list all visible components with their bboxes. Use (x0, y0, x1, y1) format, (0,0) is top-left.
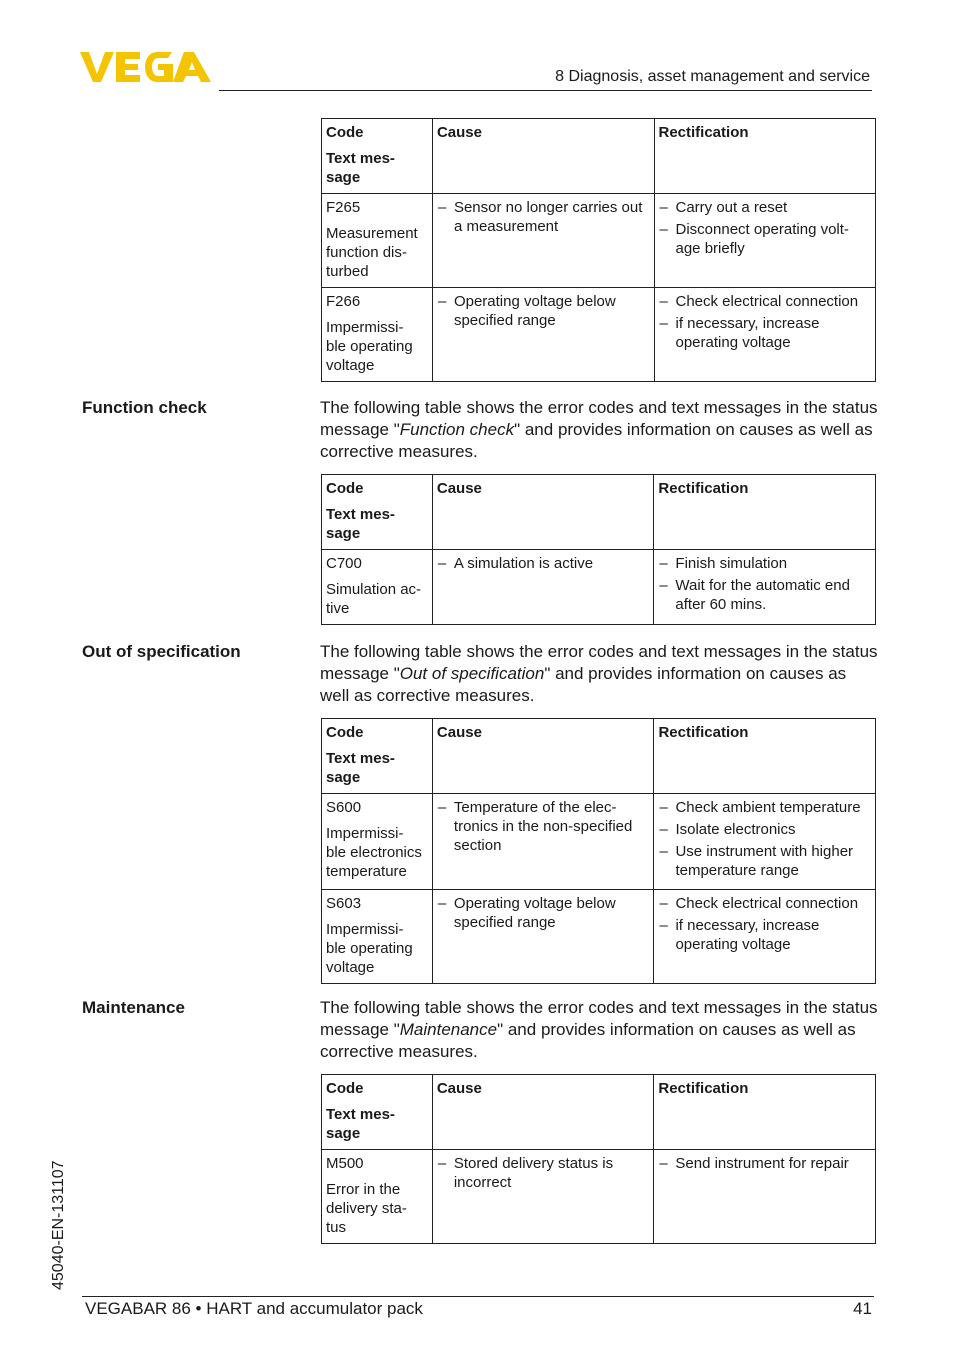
failure-table (321, 118, 876, 382)
cause-item: – Stored delivery status is incorrect (437, 1154, 650, 1192)
rect-item: – Finish simulation (658, 554, 871, 573)
col-rect-header: Rectification (654, 1075, 876, 1150)
error-text: Impermissi- ble operating voltage (326, 921, 413, 976)
cause-item: – Temperature of the elec- tronics in the non-specified section (437, 798, 650, 855)
col-text-header: Text mes- sage (326, 506, 395, 542)
table-header-row (322, 475, 876, 550)
rect-item: – Check ambient temperature (658, 798, 871, 817)
cause-item: – Operating voltage below specified range (437, 292, 650, 330)
error-code: S603 (326, 895, 362, 912)
out-of-spec-intro: The following table shows the error codes and text messages in the status message "Out of specification" and provides information on causes as well as corrective measures. (320, 642, 878, 705)
rect-item: – Isolate electronics (658, 820, 871, 839)
col-text-header: Text mes- sage (326, 1106, 395, 1142)
table-header-row (322, 719, 876, 794)
cause-item: – Operating voltage below specified range (437, 894, 650, 932)
section-label-out-of-spec: Out of specification (82, 642, 241, 661)
col-cause-header: Cause (432, 1075, 654, 1150)
page-number: 41 (853, 1299, 872, 1318)
cause-item: – Sensor no longer carries out a measurement (437, 198, 650, 236)
error-text: Error in the delivery sta- tus (326, 1181, 407, 1236)
rect-item: – if necessary, increase operating voltage (658, 916, 871, 954)
table-row (322, 794, 876, 890)
table-row (322, 890, 876, 984)
col-code-header: Code (326, 724, 364, 741)
vega-logo (80, 50, 212, 84)
out-of-spec-table (321, 718, 876, 984)
table-header-row (322, 1075, 876, 1150)
rect-item: – Check electrical connection (659, 292, 872, 311)
col-code-header: Code (326, 480, 364, 497)
rect-item: – Use instrument with higher temperature range (658, 842, 871, 880)
header-rule (219, 90, 872, 91)
rect-item: – Disconnect operating volt- age briefly (659, 220, 872, 258)
rect-item: – Wait for the automatic end after 60 mins. (658, 576, 871, 614)
rect-item: – if necessary, increase operating voltage (659, 314, 872, 352)
header-section-title: 8 Diagnosis, asset management and service (555, 68, 870, 85)
error-text: Simulation ac- tive (326, 581, 422, 617)
col-text-header: Text mes- sage (326, 750, 395, 786)
error-code: M500 (326, 1155, 364, 1172)
document-code: 45040-EN-131107 (50, 1160, 67, 1290)
col-code-header: Code (326, 1080, 364, 1097)
col-rect-header: Rectification (654, 475, 876, 550)
col-rect-header: Rectification (654, 119, 876, 194)
footer-product: VEGABAR 86 • HART and accumulator pack (85, 1299, 423, 1318)
rect-item: – Check electrical connection (658, 894, 871, 913)
table-row (322, 288, 876, 382)
section-label-maintenance: Maintenance (82, 998, 185, 1017)
col-cause-header: Cause (432, 119, 654, 194)
function-check-table (321, 474, 876, 625)
col-cause-header: Cause (432, 719, 654, 794)
cause-item: – A simulation is active (437, 554, 650, 573)
table-row (322, 550, 876, 625)
col-text-header: Text mes- sage (326, 150, 395, 186)
col-cause-header: Cause (432, 475, 654, 550)
footer-rule (82, 1296, 874, 1297)
col-code-header: Code (326, 124, 364, 141)
error-text: Impermissi- ble operating voltage (326, 319, 413, 374)
function-check-intro: The following table shows the error codes and text messages in the status message "Function check" and provides information on causes as well as corrective measures. (320, 398, 878, 461)
error-text: Measurement function dis- turbed (326, 225, 418, 280)
table-row (322, 194, 876, 288)
error-code: C700 (326, 555, 362, 572)
section-label-function-check: Function check (82, 398, 207, 417)
maintenance-intro: The following table shows the error codes and text messages in the status message "Maintenance" and provides information on causes as well as corrective measures. (320, 998, 878, 1061)
error-code: S600 (326, 799, 362, 816)
rect-item: – Send instrument for repair (658, 1154, 871, 1173)
col-rect-header: Rectification (654, 719, 876, 794)
table-row (322, 1150, 876, 1244)
rect-item: – Carry out a reset (659, 198, 872, 217)
table-header-row (322, 119, 876, 194)
error-code: F266 (326, 293, 361, 310)
error-text: Impermissi- ble electronics temperature (326, 825, 422, 880)
maintenance-table (321, 1074, 876, 1244)
error-code: F265 (326, 199, 361, 216)
